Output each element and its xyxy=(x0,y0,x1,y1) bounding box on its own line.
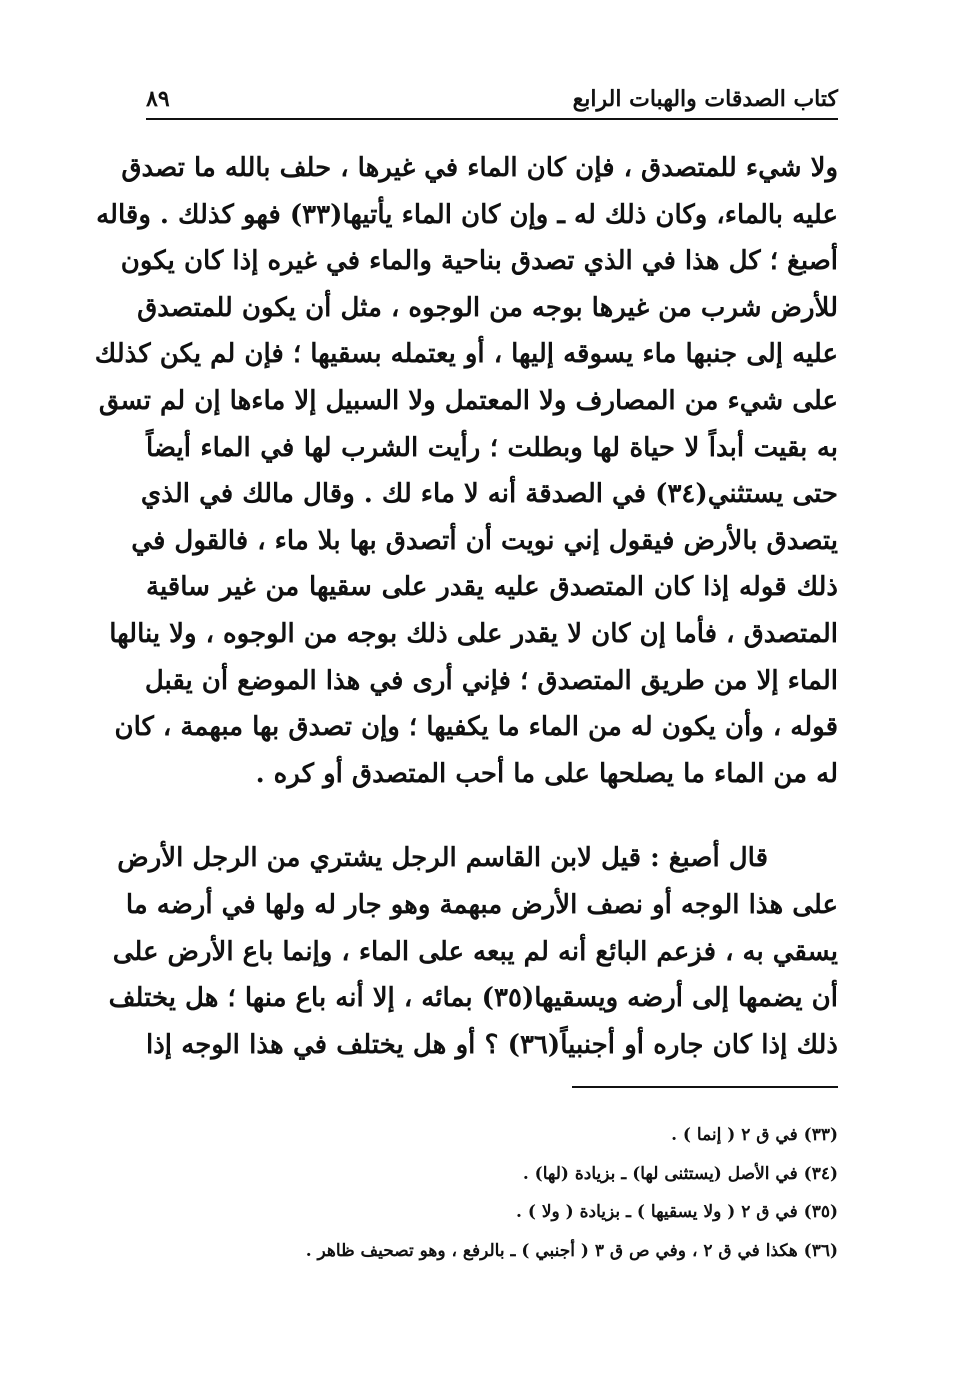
footnote: (٣٦) هكذا في ق ٢ ، وفي ص ق ٣ ( أجنبي ) ـ بالرفع ، وهو تصحيف ظاهر . xyxy=(305,1240,838,1261)
text-line: به بقيت أبداً لا حياة لها وبطلت ؛ رأيت الشرب لها في الماء أيضاً xyxy=(146,432,838,463)
main-text xyxy=(94,145,838,1068)
text-line: على هذا الوجه أو نصف الأرض مبهمة وهو جار له ولها في أرضه ما xyxy=(125,889,838,920)
text-line: عليه إلى جنبها ماء يسوقه إليها ، أو يعتمله بسقيها ؛ فإن لم يكن كذلك xyxy=(94,339,838,370)
text-line: ولا شيء للمتصدق ، فإن كان الماء في غيرها ، حلف بالله ما تصدق xyxy=(121,153,838,183)
footnote: (٣٤) في الأصل (يستثنى لها) ـ بزيادة (لها) . xyxy=(522,1163,838,1184)
text-line: المتصدق ، فأما إن كان لا يقدر على ذلك بوجه من الوجوه ، ولا ينالها xyxy=(109,618,838,649)
page-number: ٨٩ xyxy=(146,86,170,112)
text-line: عليه بالماء، وكان ذلك له ـ وإن كان الماء يأتيها(٣٣) فهو كذلك . وقاله xyxy=(96,199,838,230)
running-header xyxy=(146,84,838,120)
paragraph-gap xyxy=(146,797,838,835)
paragraph-1 xyxy=(94,145,838,797)
running-title: كتاب الصدقات والهبات الرابع xyxy=(572,86,838,112)
text-line: قال أصبغ : قيل لابن القاسم الرجل يشتري من الرجل الأرض xyxy=(117,843,768,874)
text-line: قوله ، وأن يكون له من الماء ما يكفيها ؛ وإن تصدق بها مبهمة ، كان xyxy=(114,712,838,743)
footnote: (٣٥) في ق ٢ ( ولا يسقيها ) ـ بزيادة ( ولا ) . xyxy=(516,1202,838,1222)
text-line: له من الماء ما يصلحها على ما أحب المتصدق أو كره . xyxy=(255,758,838,789)
text-line: ذلك قوله إذا كان المتصدق عليه يقدر على سقيها من غير ساقية xyxy=(146,572,838,603)
paragraph-2 xyxy=(108,835,838,1068)
text-line: حتى يستثني(٣٤) في الصدقة أنه لا ماء لك . وقال مالك في الذي xyxy=(140,479,838,510)
text-line: أن يضمها إلى أرضه ويسقيها(٣٥) بمائه ، إلا أنه باع منها ؛ هل يختلف xyxy=(108,983,838,1014)
text-line: ذلك إذا كان جاره أو أجنبياً(٣٦) ؟ أو هل يختلف في هذا الوجه إذا xyxy=(146,1029,838,1060)
text-line: الماء إلا من طريق المتصدق ؛ فإني أرى في هذا الموضع أن يقبل xyxy=(144,665,838,696)
text-line: على شيء من المصارف ولا المعتمل ولا السبيل إلا ماءها إن لم تسق xyxy=(98,385,838,416)
header-rule xyxy=(146,118,838,120)
text-line: يسقي به ، فزعم البائع أنه لم يبعه على الماء ، وإنما باع الأرض على xyxy=(112,936,838,967)
text-line: أصبغ ؛ كل هذا في الذي تصدق بناحية والماء في غيره إذا كان يكون xyxy=(120,246,838,277)
text-line: يتصدق بالأرض فيقول إني نويت أن أتصدق بها بلا ماء ، فالقول في xyxy=(131,525,838,556)
footnote-rule xyxy=(572,1086,838,1088)
footnotes xyxy=(146,1116,838,1270)
footnote: (٣٣) في ق ٢ ( إنما ) . xyxy=(671,1125,838,1145)
text-line: للأرض شرب من غيرها بوجه من الوجوه ، مثل أن يكون للمتصدق xyxy=(137,292,838,323)
